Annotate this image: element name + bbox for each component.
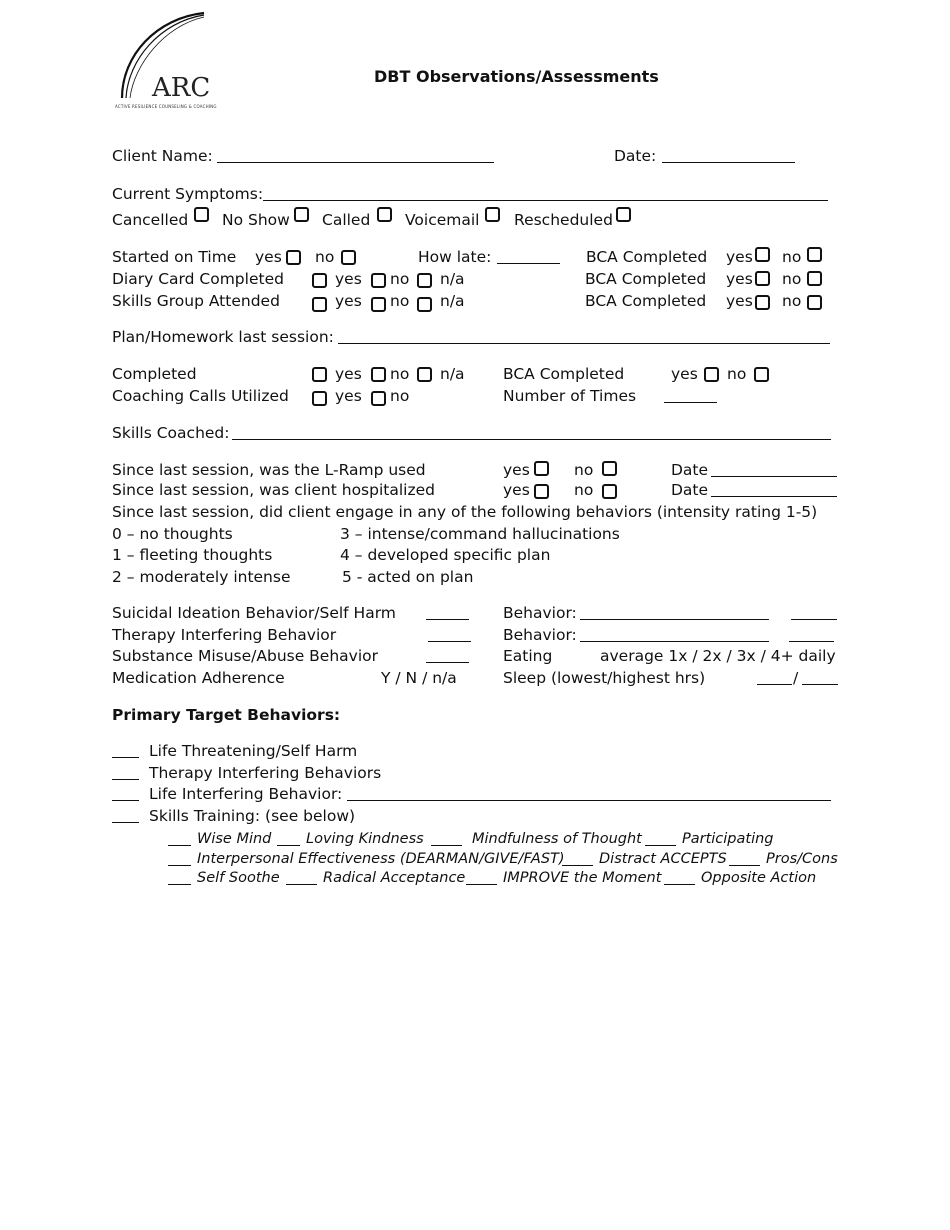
cancelled-label: Cancelled bbox=[112, 211, 189, 229]
behavior-rating-2[interactable] bbox=[789, 626, 834, 642]
lramp-no-label: no bbox=[574, 461, 594, 479]
bca2-no-label: no bbox=[782, 270, 802, 288]
therapy-rating-field[interactable] bbox=[428, 626, 471, 642]
skills-coached-label: Skills Coached: bbox=[112, 424, 230, 442]
distract-blank[interactable] bbox=[562, 850, 593, 866]
diary-card-label: Diary Card Completed bbox=[112, 270, 284, 288]
scale-5: 5 - acted on plan bbox=[342, 568, 474, 586]
plan-bca-no-checkbox[interactable] bbox=[754, 367, 769, 382]
substance-rating-field[interactable] bbox=[426, 647, 469, 663]
improve-label: IMPROVE the Moment bbox=[503, 870, 662, 886]
lramp-label: Since last session, was the L-Ramp used bbox=[112, 461, 426, 479]
no-show-checkbox[interactable] bbox=[294, 207, 309, 222]
rescheduled-checkbox[interactable] bbox=[616, 207, 631, 222]
date-label: Date: bbox=[614, 147, 657, 165]
called-label: Called bbox=[322, 211, 371, 229]
bca2-no-checkbox[interactable] bbox=[807, 271, 822, 286]
plan-bca-yes-label: yes bbox=[671, 365, 698, 383]
skills-group-yes-label: yes bbox=[335, 292, 362, 310]
suicidal-label: Suicidal Ideation Behavior/Self Harm bbox=[112, 604, 396, 622]
started-no-label: no bbox=[315, 248, 335, 266]
behavior-label-1: Behavior: bbox=[503, 604, 577, 622]
bca3-yes-label: yes bbox=[726, 292, 753, 310]
pros-cons-blank[interactable] bbox=[729, 850, 760, 866]
interpersonal-blank[interactable] bbox=[168, 850, 191, 866]
sleep-lowest-field[interactable] bbox=[757, 669, 792, 685]
improve-blank[interactable] bbox=[466, 869, 497, 885]
diary-yes-label: yes bbox=[335, 270, 362, 288]
diary-no-checkbox[interactable] bbox=[371, 273, 386, 288]
number-of-times-label: Number of Times bbox=[503, 387, 637, 405]
cancelled-checkbox[interactable] bbox=[194, 207, 209, 222]
lramp-yes-checkbox[interactable] bbox=[534, 461, 549, 476]
plan-bca-label: BCA Completed bbox=[503, 365, 625, 383]
skills-group-na-label: n/a bbox=[440, 292, 465, 310]
behavior-label-2: Behavior: bbox=[503, 626, 577, 644]
started-yes-label: yes bbox=[255, 248, 282, 266]
lramp-yes-label: yes bbox=[503, 461, 530, 479]
opposite-label: Opposite Action bbox=[701, 870, 817, 886]
hospitalized-date-label: Date bbox=[671, 481, 709, 499]
skills-group-na-checkbox[interactable] bbox=[417, 297, 432, 312]
radical-label: Radical Acceptance bbox=[323, 870, 466, 886]
skills-training-label: Skills Training: (see below) bbox=[149, 807, 356, 825]
life-threatening-label: Life Threatening/Self Harm bbox=[149, 742, 358, 760]
scale-3: 3 – intense/command hallucinations bbox=[340, 525, 620, 543]
mindfulness-label: Mindfulness of Thought bbox=[472, 831, 642, 847]
skills-group-label: Skills Group Attended bbox=[112, 292, 280, 310]
plan-homework-label: Plan/Homework last session: bbox=[112, 328, 334, 346]
participating-label: Participating bbox=[682, 831, 774, 847]
current-symptoms-label: Current Symptoms: bbox=[112, 185, 264, 203]
hospitalized-no-checkbox[interactable] bbox=[602, 484, 617, 499]
self-soothe-blank[interactable] bbox=[168, 869, 191, 885]
completed-label: Completed bbox=[112, 365, 197, 383]
completed-na-checkbox[interactable] bbox=[417, 367, 432, 382]
mindfulness-blank[interactable] bbox=[431, 830, 462, 846]
called-checkbox[interactable] bbox=[377, 207, 392, 222]
logo-name: ARC bbox=[152, 73, 211, 103]
therapy-interfering-blank[interactable] bbox=[112, 764, 139, 780]
sleep-highest-field[interactable] bbox=[802, 669, 838, 685]
life-threatening-blank[interactable] bbox=[112, 742, 139, 758]
behavior-field-1[interactable] bbox=[580, 604, 769, 620]
radical-blank[interactable] bbox=[286, 869, 317, 885]
hospitalized-yes-label: yes bbox=[503, 481, 530, 499]
life-interfering-label: Life Interfering Behavior: bbox=[149, 785, 343, 803]
hospitalized-no-label: no bbox=[574, 481, 594, 499]
bca-completed-label-2: BCA Completed bbox=[585, 270, 707, 288]
eating-options: average 1x / 2x / 3x / 4+ daily bbox=[600, 647, 836, 665]
started-yes-checkbox[interactable] bbox=[286, 250, 301, 265]
interpersonal-label: Interpersonal Effectiveness (DEARMAN/GIVE/FAST) bbox=[197, 851, 565, 867]
how-late-field[interactable] bbox=[497, 248, 560, 264]
distract-label: Distract ACCEPTS bbox=[599, 851, 727, 867]
substance-label: Substance Misuse/Abuse Behavior bbox=[112, 647, 379, 665]
bca1-no-checkbox[interactable] bbox=[807, 247, 822, 262]
plan-bca-yes-checkbox[interactable] bbox=[704, 367, 719, 382]
voicemail-label: Voicemail bbox=[405, 211, 480, 229]
suicidal-rating-field[interactable] bbox=[426, 604, 469, 620]
life-interfering-blank[interactable] bbox=[112, 785, 139, 801]
completed-no-label: no bbox=[390, 365, 410, 383]
hospitalized-date-field[interactable] bbox=[711, 481, 837, 497]
wise-mind-label: Wise Mind bbox=[197, 831, 272, 847]
no-show-label: No Show bbox=[222, 211, 290, 229]
coaching-yes-label: yes bbox=[335, 387, 362, 405]
number-of-times-field[interactable] bbox=[664, 387, 717, 403]
self-soothe-label: Self Soothe bbox=[197, 870, 280, 886]
bca1-yes-label: yes bbox=[726, 248, 753, 266]
wise-mind-blank[interactable] bbox=[168, 830, 191, 846]
sleep-label: Sleep (lowest/highest hrs) bbox=[503, 669, 706, 687]
opposite-blank[interactable] bbox=[664, 869, 695, 885]
plan-bca-no-label: no bbox=[727, 365, 747, 383]
skills-group-yes-checkbox[interactable] bbox=[312, 297, 327, 312]
client-name-label: Client Name: bbox=[112, 147, 213, 165]
lramp-date-label: Date bbox=[671, 461, 709, 479]
started-no-checkbox[interactable] bbox=[341, 250, 356, 265]
sleep-slash: / bbox=[793, 669, 799, 687]
skills-group-no-label: no bbox=[390, 292, 410, 310]
logo-tagline: ACTIVE RESILIENCE COUNSELING & COACHING bbox=[115, 104, 217, 109]
bca3-no-checkbox[interactable] bbox=[807, 295, 822, 310]
coaching-no-label: no bbox=[390, 387, 410, 405]
participating-blank[interactable] bbox=[645, 830, 676, 846]
bca3-no-label: no bbox=[782, 292, 802, 310]
current-symptoms-field[interactable] bbox=[263, 185, 828, 201]
diary-na-label: n/a bbox=[440, 270, 465, 288]
life-interfering-field[interactable] bbox=[347, 785, 831, 801]
medication-label: Medication Adherence bbox=[112, 669, 285, 687]
page-title: DBT Observations/Assessments bbox=[374, 67, 659, 86]
bca-completed-label-1: BCA Completed bbox=[586, 248, 708, 266]
rescheduled-label: Rescheduled bbox=[514, 211, 613, 229]
started-on-time-label: Started on Time bbox=[112, 248, 237, 266]
scale-4: 4 – developed specific plan bbox=[340, 546, 551, 564]
hospitalized-label: Since last session, was client hospitalized bbox=[112, 481, 435, 499]
behavior-field-2[interactable] bbox=[580, 626, 769, 642]
diary-yes-checkbox[interactable] bbox=[312, 273, 327, 288]
pros-cons-label: Pros/Cons bbox=[766, 851, 838, 867]
bca3-yes-checkbox[interactable] bbox=[755, 295, 770, 310]
skills-training-blank[interactable] bbox=[112, 807, 139, 823]
plan-homework-field[interactable] bbox=[338, 328, 830, 344]
primary-targets-heading: Primary Target Behaviors: bbox=[112, 706, 341, 724]
lramp-no-checkbox[interactable] bbox=[602, 461, 617, 476]
skills-group-no-checkbox[interactable] bbox=[371, 297, 386, 312]
completed-no-checkbox[interactable] bbox=[371, 367, 386, 382]
behaviors-question: Since last session, did client engage in any of the following behaviors (intensity rating 1-5) bbox=[112, 503, 818, 521]
lramp-date-field[interactable] bbox=[711, 461, 837, 477]
bca-completed-label-3: BCA Completed bbox=[585, 292, 707, 310]
client-name-field[interactable] bbox=[217, 147, 494, 163]
eating-label: Eating bbox=[503, 647, 553, 665]
bca2-yes-label: yes bbox=[726, 270, 753, 288]
completed-yes-label: yes bbox=[335, 365, 362, 383]
voicemail-checkbox[interactable] bbox=[485, 207, 500, 222]
bca1-yes-checkbox[interactable] bbox=[755, 247, 770, 262]
completed-yes-checkbox[interactable] bbox=[312, 367, 327, 382]
coaching-no-checkbox[interactable] bbox=[371, 391, 386, 406]
scale-1: 1 – fleeting thoughts bbox=[112, 546, 273, 564]
scale-0: 0 – no thoughts bbox=[112, 525, 233, 543]
diary-no-label: no bbox=[390, 270, 410, 288]
coaching-calls-label: Coaching Calls Utilized bbox=[112, 387, 289, 405]
hospitalized-yes-checkbox[interactable] bbox=[534, 484, 549, 499]
how-late-label: How late: bbox=[418, 248, 492, 266]
coaching-yes-checkbox[interactable] bbox=[312, 391, 327, 406]
therapy-interfering-behaviors-label: Therapy Interfering Behaviors bbox=[149, 764, 382, 782]
date-field[interactable] bbox=[662, 147, 795, 163]
scale-2: 2 – moderately intense bbox=[112, 568, 291, 586]
loving-kindness-label: Loving Kindness bbox=[306, 831, 424, 847]
loving-kindness-blank[interactable] bbox=[277, 830, 300, 846]
medication-options: Y / N / n/a bbox=[381, 669, 457, 687]
completed-na-label: n/a bbox=[440, 365, 465, 383]
bca1-no-label: no bbox=[782, 248, 802, 266]
diary-na-checkbox[interactable] bbox=[417, 273, 432, 288]
skills-coached-field[interactable] bbox=[232, 424, 831, 440]
bca2-yes-checkbox[interactable] bbox=[755, 271, 770, 286]
behavior-rating-1[interactable] bbox=[791, 604, 837, 620]
therapy-interfering-label: Therapy Interfering Behavior bbox=[112, 626, 337, 644]
